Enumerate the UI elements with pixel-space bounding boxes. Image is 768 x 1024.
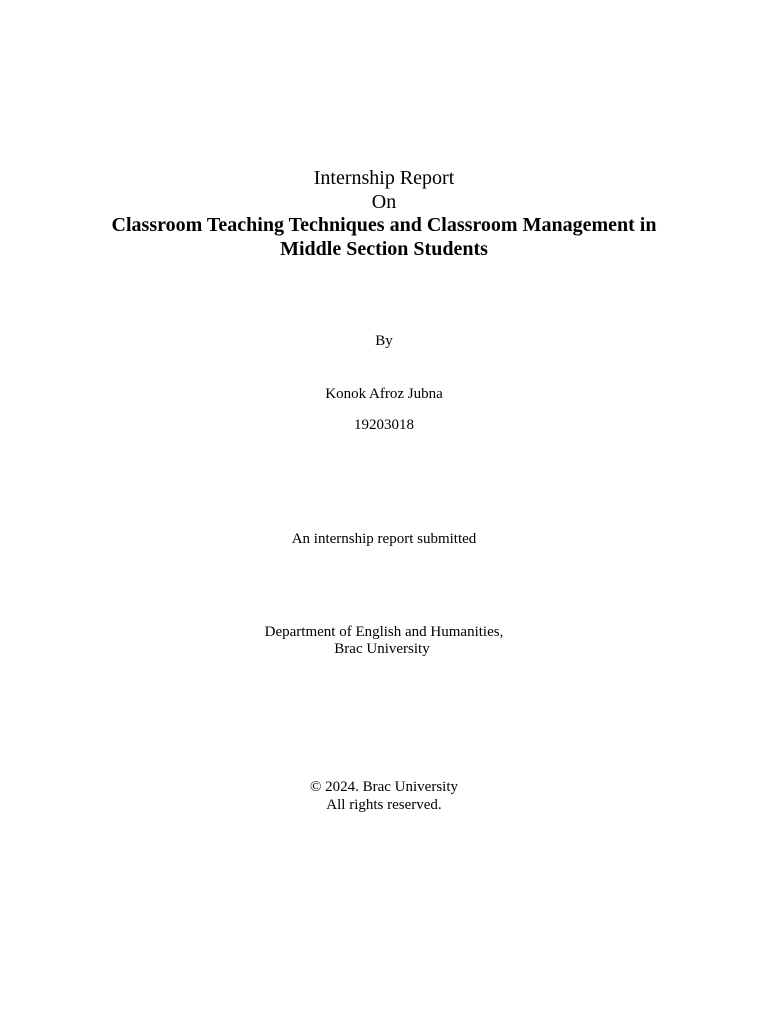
report-on-label: On (371, 191, 397, 213)
report-title-line-1: Classroom Teaching Techniques and Classroom Management in (111, 214, 657, 236)
author-name: Konok Afroz Jubna (325, 386, 443, 402)
report-type-heading: Internship Report (313, 167, 455, 189)
department-line-1: Department of English and Humanities, (264, 624, 504, 640)
by-label: By (375, 333, 393, 349)
copyright-line-1: © 2024. Brac University (309, 779, 459, 795)
department-line-2: Brac University (334, 641, 430, 657)
copyright-line-2: All rights reserved. (326, 797, 442, 813)
submission-note: An internship report submitted (291, 531, 477, 547)
report-title-line-2: Middle Section Students (280, 238, 488, 260)
student-id: 19203018 (354, 417, 414, 433)
